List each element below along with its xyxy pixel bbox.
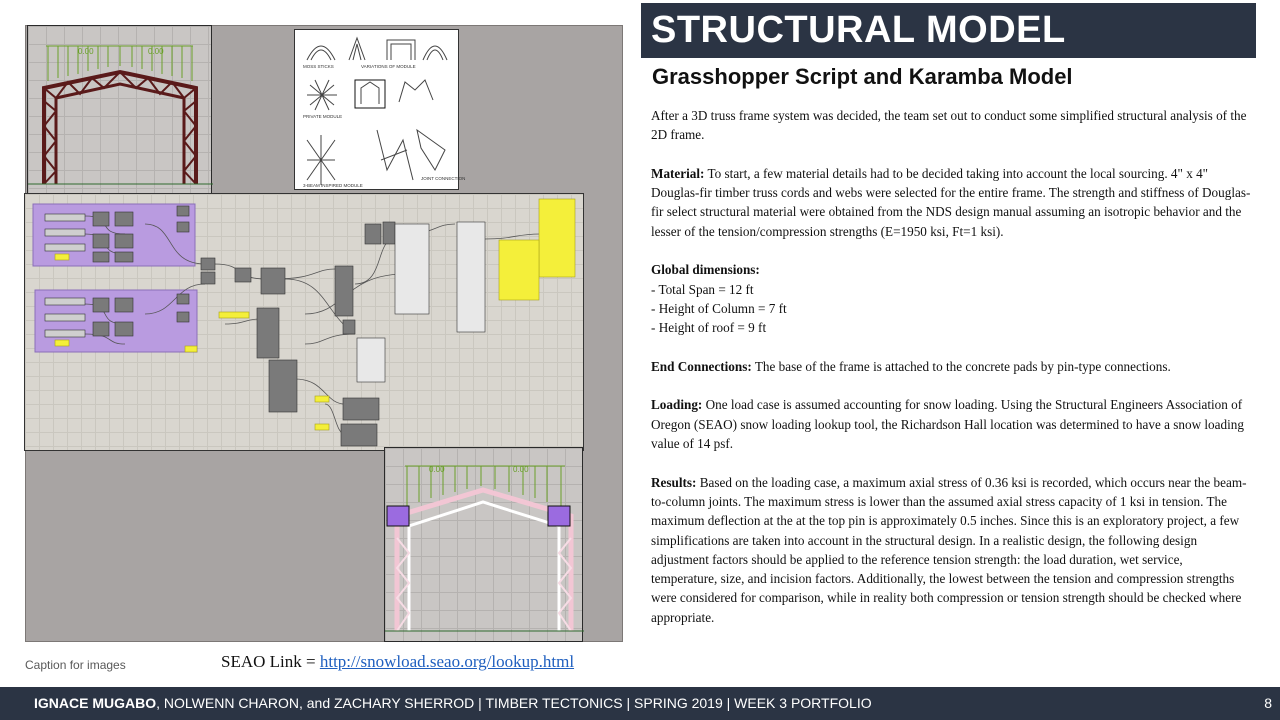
global-dimensions-label: Global dimensions: [651,262,760,278]
sketch-drawing [295,30,466,191]
seao-link-line [221,652,574,672]
frame-top-drawing [28,26,213,195]
load-label-left: 0.00 [78,47,94,56]
frame-viewport-top [27,25,212,194]
dimension-column: - Height of Column = 7 ft [651,300,787,316]
sketch-label-2: VARIATIONS OF MODULE [361,64,416,69]
title-bar [641,3,1256,58]
loading-label: Loading: [651,397,703,413]
seao-label: SEAO Link = [221,652,320,671]
dimension-span: - Total Span = 12 ft [651,281,754,297]
material-text: To start, a few material details had to be decided taking into account the local sourcing. 4" x 4" Douglas-fir timber truss cords and webs were selected for the entire frame. The strength and stiffness of Douglas-fir select structural material were obtained from the NDS design manual assuming an isotropic behavior and the lesser of the tension/compression strengths (E=1950 ksi, Ft=1 ksi). [651,165,1251,239]
sketch-label-4: JOINT CONNECTION [421,176,466,181]
footer-lead-author: IGNACE MUGABO [34,695,157,711]
stress-hotspot-right [548,506,570,526]
footer-credits [34,695,872,711]
loading-paragraph [651,395,1251,453]
intro-paragraph: After a 3D truss frame system was decided, the team set out to conduct some simplified structural analysis of the 2D frame. [651,108,1247,143]
concept-sketches [294,29,466,190]
end-connections-text: The base of the frame is attached to the concrete pads by pin-type connections. [751,358,1171,374]
seao-link[interactable]: http://snowload.seao.org/lookup.html [319,652,575,671]
grasshopper-definition [25,194,585,452]
results-paragraph [651,473,1251,627]
sketch-label-1: MOSS STICKS [303,64,334,69]
page-subtitle: Grasshopper Script and Karamba Model [652,64,1073,89]
stress-hotspot-left [387,506,409,526]
material-paragraph [651,164,1251,241]
material-label: Material: [651,165,705,181]
page-title: STRUCTURAL MODEL [651,9,1066,51]
frame-result-drawing [385,448,584,643]
dimension-roof: - Height of roof = 9 ft [651,320,767,336]
image-caption: Caption for images [25,658,126,672]
result-frame-members [397,490,571,631]
end-connections-paragraph [651,357,1251,376]
grasshopper-canvas [24,193,584,451]
footer-bar [0,687,1280,720]
sketch-label-5: 3-BEAM INSPIRED MODULE [303,183,363,188]
frame-viewport-result [384,447,583,642]
results-label: Results: [651,474,697,490]
frame-members [44,72,196,184]
end-connections-label: End Connections: [651,358,752,374]
result-load-label-left: 0.00 [429,465,445,474]
body-text [651,106,1251,627]
load-arrows [46,46,193,81]
load-label-right: 0.00 [148,47,164,56]
page-number: 8 [1264,695,1272,711]
result-load-label-right: 0.00 [513,465,529,474]
results-text: Based on the loading case, a maximum axial stress of 0.36 ksi is recorded, which occurs near the beam-to-column joints. The maximum stress is lower than the assumed axial stress capacity of 1 ksi in tension. The maximum deflection at the at the top pin is approximately 0.5 inches. Since this is an exploratory project, a few simplifications are taken into account in the structural design. In a realistic design, the following design adjustment factors should be applied to the reference tension strength: the load duration, wet service, temperature, size, and incision factors. Additionally, the lowest between the tension and compression strengths were considered for comparison, while in reality both compression or tension strength should be checked where appropriate. [651,474,1247,625]
loading-text: One load case is assumed accounting for snow loading. Using the Structural Engineers Association of Oregon (SEAO) snow loading lookup tool, the Richardson Hall location was determined to have a snow loading value of 14 psf. [651,397,1244,452]
sketch-label-3: PRIVATE MODULE [303,114,343,119]
footer-details: , NOLWENN CHARON, and ZACHARY SHERROD | TIMBER TECTONICS | SPRING 2019 | WEEK 3 PORTFOLIO [156,695,872,711]
